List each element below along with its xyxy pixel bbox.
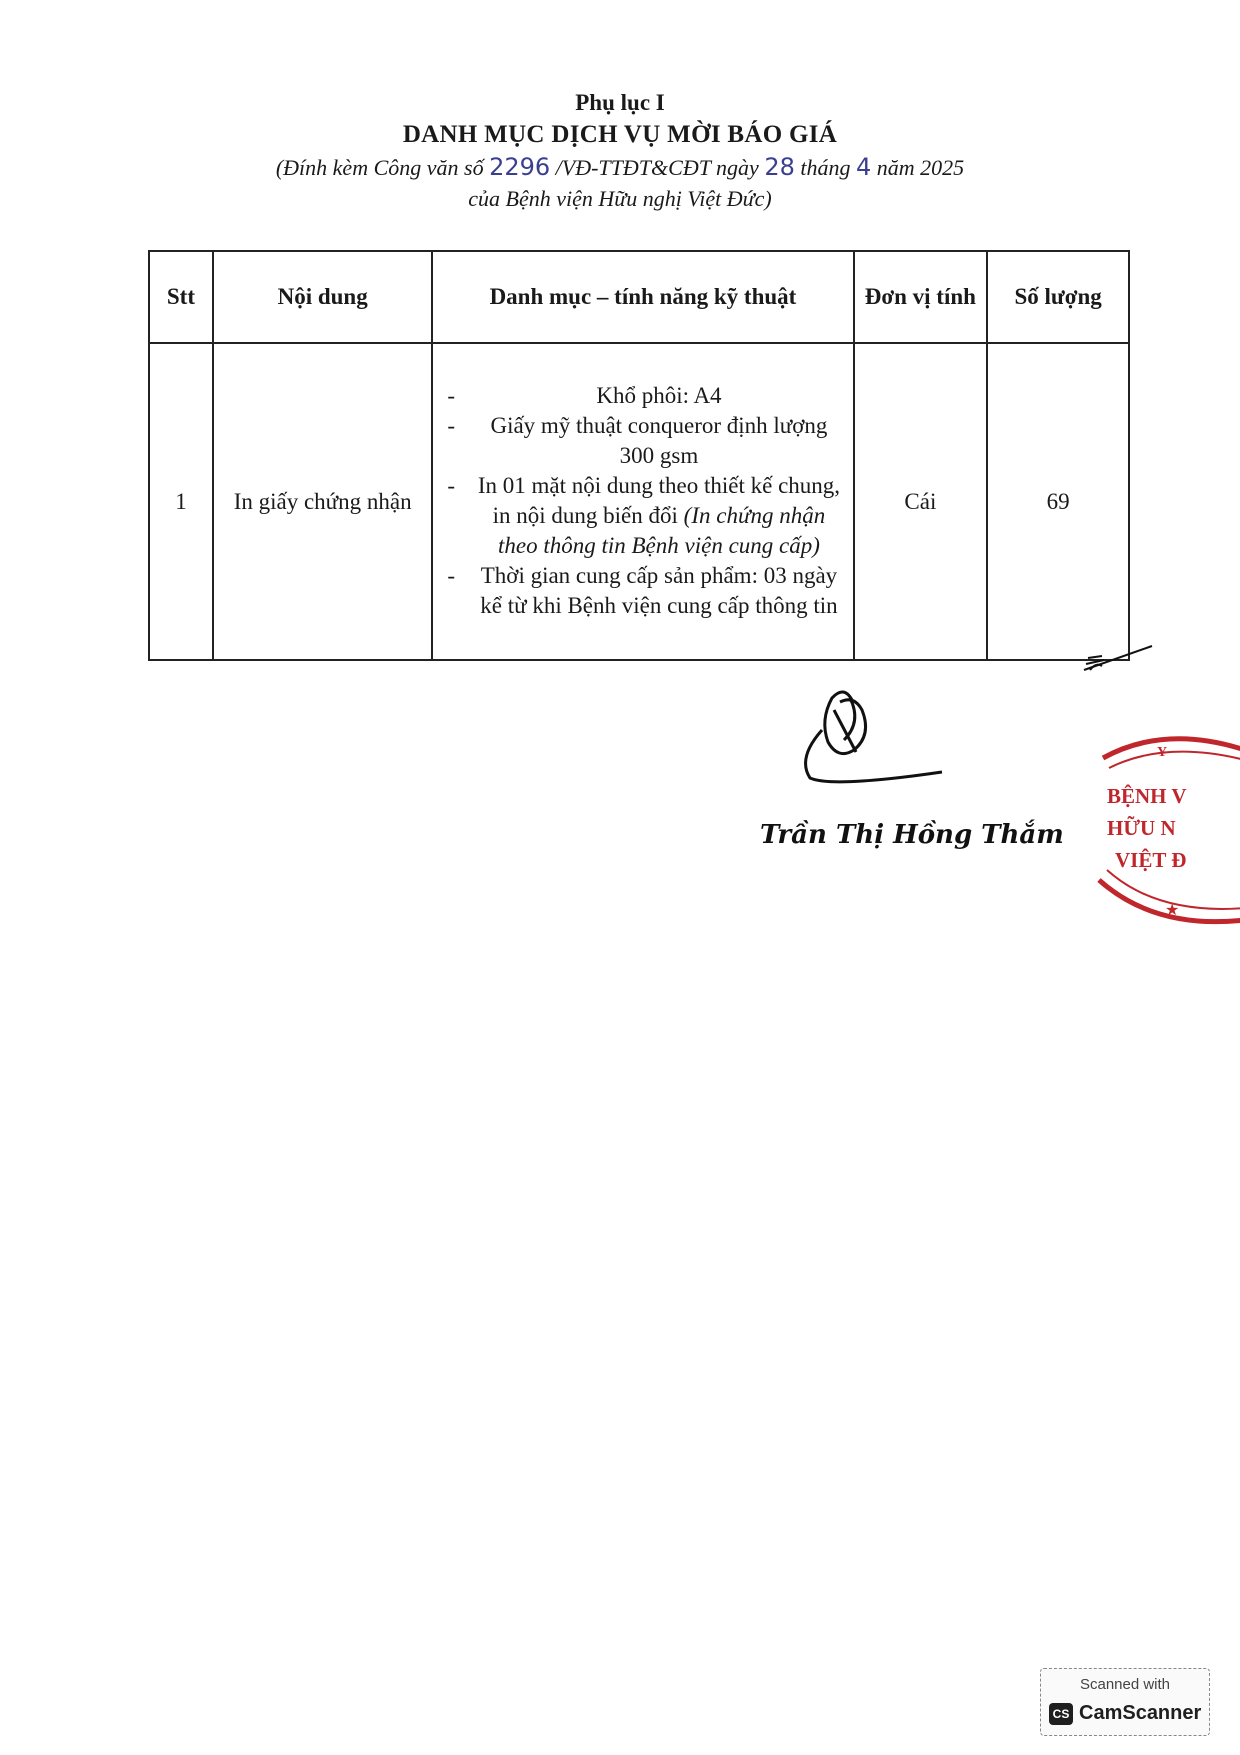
- dispatch-number: 2296: [489, 153, 551, 181]
- spec-item: - Giấy mỹ thuật conqueror định lượng 300 gsm: [439, 411, 844, 471]
- stamp-top-letter: Y: [1157, 745, 1168, 760]
- issuer-line: của Bệnh viện Hữu nghị Việt Đức): [468, 186, 772, 211]
- date-year-label: năm 2025: [876, 155, 965, 180]
- camscanner-badge: [1040, 1668, 1210, 1736]
- date-day: 28: [764, 153, 795, 181]
- stamp-line-1: BỆNH V: [1107, 784, 1187, 808]
- service-catalog-table: [148, 250, 1130, 661]
- column-header-specs: Danh mục – tính năng kỹ thuật: [432, 251, 853, 343]
- dispatch-code: /VĐ-TTĐT&CĐT: [555, 155, 711, 180]
- cell-content: In giấy chứng nhận: [213, 343, 433, 660]
- spec-item: - In 01 mặt nội dung theo thiết kế chung, in nội dung biến đổi (In chứng nhận theo thông tin Bệnh viện cung cấp): [439, 471, 844, 561]
- spec-note: (In chứng nhận theo thông tin Bệnh viện cung cấp): [497, 503, 826, 558]
- date-day-label: ngày: [716, 155, 759, 180]
- cell-quantity: 69: [987, 343, 1129, 660]
- table-row: [149, 343, 1129, 660]
- svg-text:★: ★: [1165, 900, 1180, 919]
- attachment-prefix: (Đính kèm Công văn số: [275, 155, 484, 180]
- spec-item: - Khổ phôi: A4: [439, 381, 844, 411]
- attachment-line: [0, 152, 1240, 183]
- spec-list: [439, 381, 844, 621]
- handwritten-signature: [792, 680, 972, 800]
- camscanner-logo-icon: CS: [1049, 1703, 1073, 1725]
- hospital-stamp: [1095, 730, 1240, 940]
- initials-mark: [1080, 640, 1160, 680]
- signer-name: Trần Thị Hồng Thắm: [760, 820, 1064, 850]
- appendix-label: Phụ lục I: [575, 90, 665, 115]
- column-header-quantity: Số lượng: [987, 251, 1129, 343]
- cell-specs: [432, 343, 853, 660]
- badge-brand: CamScanner: [1079, 1702, 1202, 1724]
- badge-top-text: Scanned with: [1079, 1676, 1171, 1693]
- table-header-row: [149, 251, 1129, 343]
- date-month: 4: [855, 153, 872, 181]
- column-header-content: Nội dung: [213, 251, 433, 343]
- date-month-label: tháng: [800, 155, 851, 180]
- cell-unit: Cái: [854, 343, 988, 660]
- column-header-stt: Stt: [149, 251, 213, 343]
- cell-stt: 1: [149, 343, 213, 660]
- stamp-line-2: HỮU N: [1107, 816, 1176, 840]
- spec-item: - Thời gian cung cấp sản phẩm: 03 ngày kể từ khi Bệnh viện cung cấp thông tin: [439, 561, 844, 621]
- document-header: [0, 88, 1240, 214]
- stamp-line-3: VIỆT Đ: [1115, 848, 1187, 872]
- document-title: DANH MỤC DỊCH VỤ MỜI BÁO GIÁ: [402, 121, 838, 148]
- column-header-unit: Đơn vị tính: [854, 251, 988, 343]
